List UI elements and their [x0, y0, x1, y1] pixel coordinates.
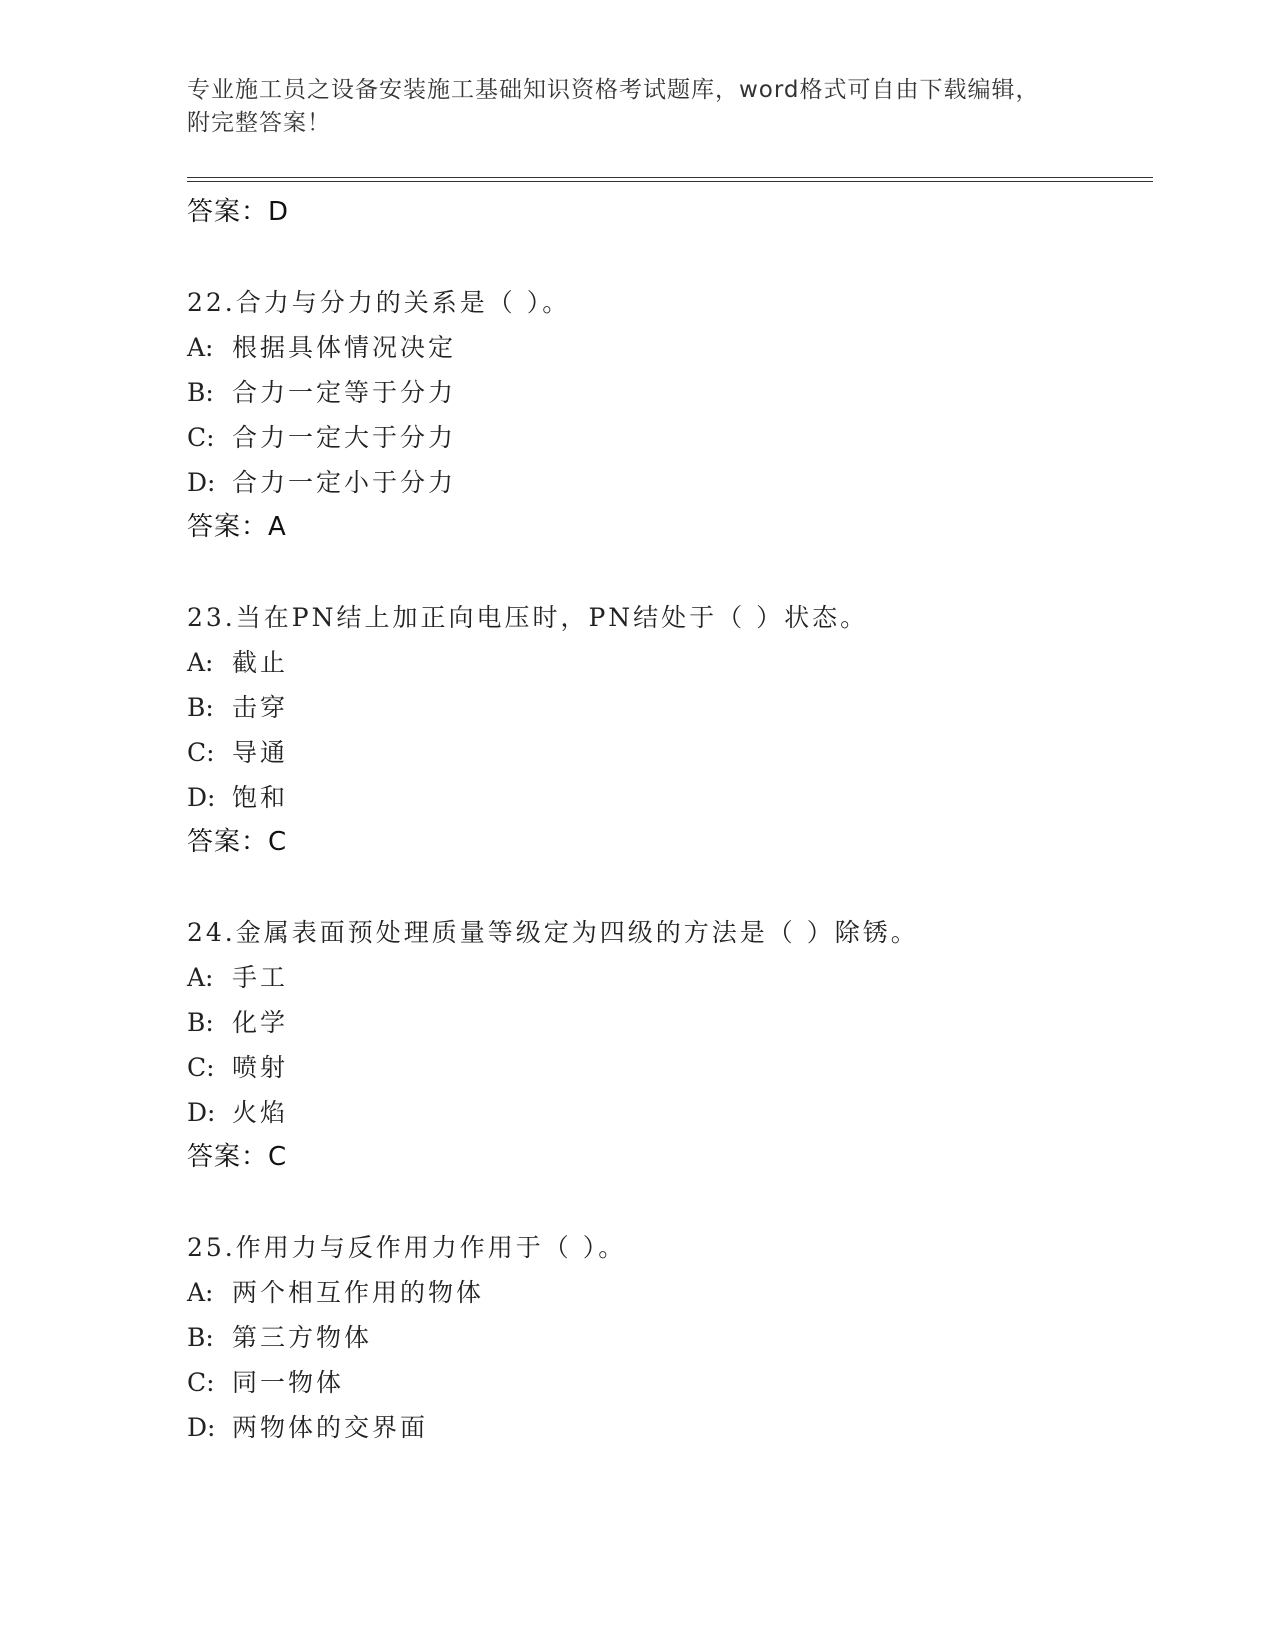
- option-label: C:: [187, 1053, 215, 1082]
- option-label: D:: [187, 468, 216, 497]
- answer-label: 答案：: [187, 197, 269, 227]
- option-c: [187, 1360, 1153, 1405]
- question-25: [187, 1225, 1153, 1450]
- question-number: 22.: [187, 288, 236, 317]
- question-stem: [187, 910, 1153, 955]
- option-text: 火焰: [232, 1098, 289, 1127]
- document-body: [187, 190, 1153, 1450]
- option-label: C:: [187, 423, 215, 452]
- answer-line: [187, 820, 1153, 865]
- option-a: [187, 955, 1153, 1000]
- page-header: [187, 74, 1067, 140]
- option-text: 击穿: [232, 693, 289, 722]
- option-text: 同一物体: [232, 1368, 345, 1397]
- option-text: 合力一定等于分力: [232, 378, 457, 407]
- header-double-rule: [187, 177, 1153, 182]
- option-a: [187, 1270, 1153, 1315]
- option-text: 截止: [232, 648, 289, 677]
- option-c: [187, 415, 1153, 460]
- question-stem: [187, 280, 1153, 325]
- option-c: [187, 1045, 1153, 1090]
- option-b: [187, 1000, 1153, 1045]
- question-text: 作用力与反作用力作用于（ ）。: [235, 1233, 627, 1262]
- option-label: B:: [187, 693, 214, 722]
- answer-value: A: [268, 512, 286, 542]
- option-b: [187, 1315, 1153, 1360]
- option-label: D:: [187, 783, 216, 812]
- header-line-1: 专业施工员之设备安装施工基础知识资格考试题库，word格式可自由下载编辑，: [187, 77, 1040, 103]
- option-text: 合力一定大于分力: [232, 423, 457, 452]
- option-a: [187, 325, 1153, 370]
- question-text: 金属表面预处理质量等级定为四级的方法是（ ）除锈。: [235, 918, 919, 947]
- option-d: [187, 775, 1153, 820]
- option-text: 合力一定小于分力: [232, 468, 457, 497]
- option-c: [187, 730, 1153, 775]
- option-text: 手工: [232, 963, 289, 992]
- question-22: [187, 280, 1153, 550]
- question-number: 25.: [187, 1233, 236, 1262]
- question-stem: [187, 595, 1153, 640]
- option-text: 化学: [232, 1008, 289, 1037]
- option-text: 两物体的交界面: [232, 1413, 429, 1442]
- option-d: [187, 460, 1153, 505]
- option-text: 两个相互作用的物体: [232, 1278, 485, 1307]
- option-b: [187, 685, 1153, 730]
- option-text: 根据具体情况决定: [232, 333, 457, 362]
- question-23: [187, 595, 1153, 865]
- option-label: A:: [187, 648, 214, 677]
- option-text: 导通: [232, 738, 289, 767]
- option-text: 饱和: [232, 783, 289, 812]
- option-a: [187, 640, 1153, 685]
- option-label: D:: [187, 1098, 216, 1127]
- answer-label: 答案：: [187, 1142, 269, 1172]
- question-text: 合力与分力的关系是（ ）。: [235, 288, 571, 317]
- option-d: [187, 1405, 1153, 1450]
- question-text: 当在PN结上加正向电压时，PN结处于（ ）状态。: [235, 603, 869, 632]
- option-label: C:: [187, 738, 215, 767]
- option-label: D:: [187, 1413, 216, 1442]
- option-b: [187, 370, 1153, 415]
- option-label: B:: [187, 1008, 214, 1037]
- option-label: A:: [187, 1278, 214, 1307]
- option-label: C:: [187, 1368, 215, 1397]
- answer-label: 答案：: [187, 512, 269, 542]
- answer-value: D: [268, 197, 289, 227]
- option-d: [187, 1090, 1153, 1135]
- answer-line: [187, 1135, 1153, 1180]
- option-label: A:: [187, 333, 214, 362]
- question-number: 23.: [187, 603, 236, 632]
- option-label: A:: [187, 963, 214, 992]
- question-24: [187, 910, 1153, 1180]
- answer-label: 答案：: [187, 827, 269, 857]
- answer-line-21: [187, 190, 1153, 235]
- answer-value: C: [268, 827, 287, 857]
- option-label: B:: [187, 1323, 214, 1352]
- question-stem: [187, 1225, 1153, 1270]
- header-line-2: 附完整答案！: [187, 110, 331, 136]
- option-text: 第三方物体: [232, 1323, 373, 1352]
- question-number: 24.: [187, 918, 236, 947]
- option-label: B:: [187, 378, 214, 407]
- option-text: 喷射: [232, 1053, 289, 1082]
- answer-value: C: [268, 1142, 287, 1172]
- answer-line: [187, 505, 1153, 550]
